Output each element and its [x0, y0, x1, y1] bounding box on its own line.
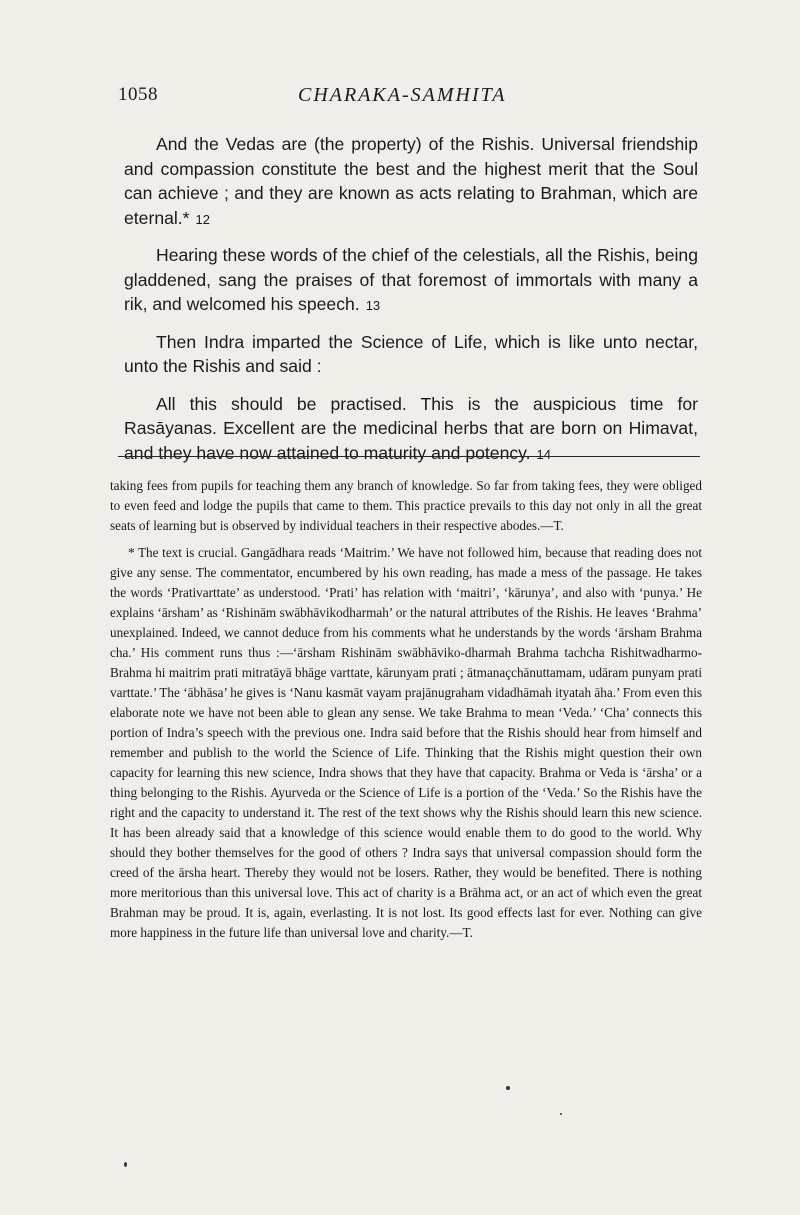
page-header: [118, 84, 698, 110]
main-text: [124, 132, 698, 478]
footnote-continued: taking fees from pupils for teaching them any branch of knowledge. So far from taking fees, they were obliged to even feed and lodge the pupils that came to them. This practice prevails to this day not only in all the great seats of learning but is observed by individual teachers in their respective abodes.—T.: [110, 478, 702, 533]
paper-speck: [506, 1086, 510, 1090]
footnotes: [110, 476, 702, 950]
verse-number: 13: [365, 298, 381, 313]
paper-speck: [560, 1113, 562, 1115]
paragraph-text: And the Vedas are (the property) of the Rishis. Universal friendship and compassion constitute the best and the highest merit that the Soul can achieve ; and they are known as acts relating to Brahman, which are eternal.*: [124, 134, 698, 228]
paragraph-verse-13: [124, 243, 698, 319]
footnote-asterisk: * The text is crucial. Gangādhara reads ‘Maitrim.’ We have not followed him, because that reading does not give any sense. The commentator, encumbered by his own reading, has made a mess of the passage. He takes the words ‘Prativarttate’ as understood. ‘Prati’ has relation with ‘maitri’, ‘kārunya’, and also with ‘punya.’ He explains ‘ārsham’ as ‘Rishinām swābhāvikodharmah’ or the natural attributes of the Rishis. He leaves ‘Brahma’ unexplained. Indeed, we cannot deduce from his comments what he understands by the words ‘ārsham Brahma cha.’ His comment runs thus :—‘ārsham Rishinām swābhāviko-dharmah Brahma tachcha Rishitwadharmo-Brahma hi maitrim prati mitratāyā bhāge varttate, kārunyam prati ; ātmanaçchānuttamam, udāram punyam prati varttate.’ The ‘ābhāsa’ he gives is ‘Nanu kasmāt vayam prajānugraham vidadhāmah ityatah āha.’ From even this elaborate note we have not been able to glean any sense. We take Brahma to mean ‘Veda.’ ‘Cha’ connects this portion of Indra’s speech with the previous one. Indra said before that the Rishis should hear from himself and remember and publish to the world the Science of Life. Thinking that the Rishis might question their own capacity for learning this new science, Indra shows that they have that capacity. Brahma or Veda is ‘ārsha’ or a thing belonging to the Rishis. Ayurveda or the Science of Life is a portion of the ‘Veda.’ So the Rishis have the right and the capacity to understand it. The rest of the text shows why the Rishis should learn this new science. It has been already said that a knowledge of this science would enable them to do good to the world. Why should they bother themselves for the good of others ? Indra says that universal compassion should form the creed of the ārsha heart. Thereby they would not be losers. Rather, they would be benefited. There is nothing more meritorious than this universal love. This act of charity is a Brāhma act, or an act of which even the great Brahman may be proud. It is, again, everlasting. It is not lost. Its good effects last for ever. Nothing can give more happiness in the future life than universal love and charity.—T.: [110, 545, 702, 940]
page-number: 1058: [118, 84, 158, 105]
verse-number: 12: [195, 211, 210, 227]
paper-speck: [124, 1162, 127, 1167]
paragraph-text: All this should be practised. This is the auspicious time for Rasāyanas. Excellent are the medicinal herbs that are born on Himavat, and they have now attained to maturity and potency.: [124, 393, 698, 463]
running-title: CHARAKA-SAMHITA: [298, 84, 507, 106]
paragraph-indra-speech: [124, 330, 698, 381]
paragraph-text: Then Indra imparted the Science of Life, which is like unto nectar, unto the Rishis and said :: [124, 331, 698, 376]
paragraph-verse-12: [124, 132, 698, 232]
paragraph-text: Hearing these words of the chief of the celestials, all the Rishis, being gladdened, sang the praises of that foremost of immortals with many a rik, and welcomed his speech.: [124, 245, 698, 314]
verse-number: 14: [536, 446, 552, 462]
footnote-divider: [118, 456, 700, 457]
